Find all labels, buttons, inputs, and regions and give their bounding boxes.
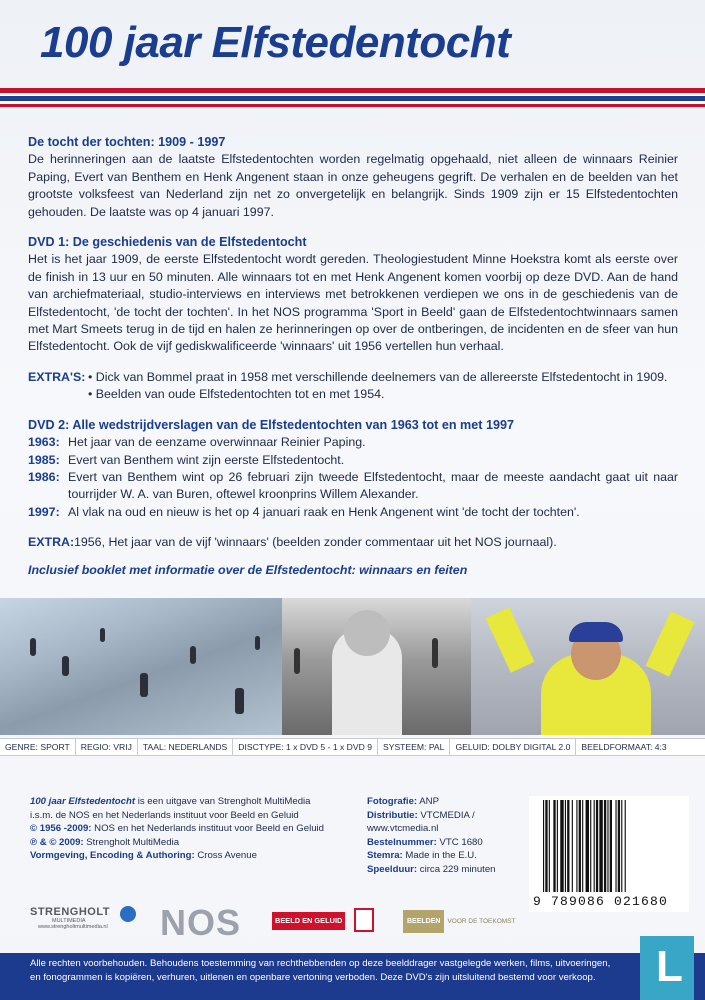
dvd1-extras: [28, 369, 678, 404]
photo-strip: [0, 598, 705, 735]
credit-text: VTCMEDIA / www.vtcmedia.nl: [367, 809, 475, 835]
rating-letter: L: [656, 942, 683, 991]
year-row: [28, 469, 678, 504]
strengholt-logo: [30, 906, 140, 946]
strengholt-url: www.strengholtmultimedia.nl: [38, 924, 108, 930]
page-title: 100 jaar Elfstedentocht: [40, 18, 511, 67]
barcode: [529, 796, 689, 912]
barcode-bar: [565, 800, 566, 892]
credit-text: Strengholt MultiMedia: [83, 836, 180, 848]
barcode-bar: [545, 800, 547, 892]
skater-silhouette: [30, 638, 36, 656]
dvd2-section: [28, 417, 678, 521]
barcode-bar: [604, 800, 606, 892]
spec-region: REGIO: VRIJ: [76, 739, 138, 755]
skater-head: [344, 610, 390, 656]
dvd1-heading: DVD 1: De geschiedenis van de Elfstedentocht: [28, 235, 307, 250]
barcode-bar: [553, 800, 555, 892]
year-text: Al vlak na oud en nieuw is het op 4 januari raak en Henk Angenent wint 'de tocht der tochten'.: [68, 504, 580, 519]
nos-logo: NOS: [160, 902, 242, 943]
credit-line: [30, 822, 350, 836]
barcode-bar: [572, 800, 573, 892]
dvd1-section: [28, 234, 678, 356]
globe-icon: [120, 906, 136, 922]
year-label: 1985:: [28, 452, 60, 467]
skater-silhouette: [62, 656, 69, 676]
spec-bar: [0, 738, 705, 756]
credit-label: ℗ & © 2009:: [30, 836, 84, 848]
barcode-bar: [543, 800, 544, 892]
barcode-bar: [596, 800, 598, 892]
photo-skater-bw: [282, 598, 471, 735]
spec-genre: GENRE: SPORT: [0, 739, 76, 755]
dvd1-text: Het is het jaar 1909, de eerste Elfstedentocht wordt gereden. Theologiestudent Minne Hoekstra komt als eerste over de finish in 13 uur en 50 minuten. Alle winnaars tot en met Henk Angenent komen voorbij op deze DVD. Aan de hand van archiefmateriaal, studio-interviews en interviews met betrokkenen verdiepen we ons in de geschiedenis van de Elfstedentocht, 'de tocht der tochten'. In het NOS programma 'Sport in Beeld' gaan de Elfstedentochtwinnaars samen met Mart Smeets terug in de tijd en halen ze herinneringen op over de ontberingen, de incidenten en de sfeer van hun Elfstedentocht. Ook de vijf gediskwalificeerde 'winnaars' uit 1956 vertellen hun verhaal.: [28, 252, 678, 354]
barcode-bar: [615, 800, 616, 892]
credit-label: Vormgeving, Encoding & Authoring:: [30, 850, 195, 862]
credit-line: [367, 836, 537, 850]
barcode-bar: [560, 800, 563, 892]
credit-text: VTC 1680: [439, 836, 483, 848]
beelden-voor-de-toekomst-logo: [403, 908, 519, 934]
credit-label: Distributie:: [367, 809, 418, 821]
flag-stripe-red-2: [0, 104, 705, 107]
spec-audio: GELUID: DOLBY DIGITAL 2.0: [450, 739, 576, 755]
credit-line: [30, 795, 350, 809]
barcode-number: 9 789086 021680: [533, 894, 669, 909]
skater-silhouette: [432, 638, 438, 668]
extras-list: [88, 369, 667, 404]
booklet-note: Inclusief booklet met informatie over de Elfstedentocht: winnaars en feiten: [28, 562, 468, 577]
credit-text: Cross Avenue: [194, 850, 257, 862]
credit-line: [30, 836, 350, 850]
spec-disctype: DISCTYPE: 1 x DVD 5 - 1 x DVD 9: [233, 739, 378, 755]
rating-badge: [640, 936, 694, 1000]
beelden-text: BEELDEN: [403, 910, 444, 933]
barcode-bar: [618, 800, 620, 892]
year-row: [28, 504, 678, 521]
credit-label: Fotografie:: [367, 796, 418, 807]
year-label: 1997:: [28, 504, 60, 519]
copyright-text: Alle rechten voorbehouden. Behoudens toestemming van rechthebbenden op deze beelddrager vastgelegde werken, films, uitvoeringen, en fonogrammen is kopiëren, verhuren, uitlenen en openbare vertoning verboden. Deze DVD's zijn uitsluitend bestemd voor verkoop.: [30, 958, 611, 983]
raised-arm: [486, 607, 535, 672]
barcode-bar: [567, 800, 569, 892]
barcode-bar: [594, 800, 595, 892]
barcode-bar: [586, 800, 589, 892]
extra-label: EXTRA:: [28, 535, 75, 550]
skater-silhouette: [255, 636, 260, 650]
credit-line: [367, 849, 537, 863]
photo-skaters-field: [0, 598, 282, 735]
photo-winner-cheering: [471, 598, 705, 735]
credit-label: Speelduur:: [367, 863, 418, 875]
year-label: 1963:: [28, 435, 60, 450]
barcode-bar: [590, 800, 591, 892]
year-text: Het jaar van de eenzame overwinnaar Reinier Paping.: [68, 435, 366, 450]
skater-silhouette: [100, 628, 105, 642]
raised-arm: [646, 611, 695, 676]
copyright-footer: [0, 953, 705, 1000]
skater-silhouette: [140, 673, 148, 697]
barcode-bar: [625, 800, 626, 892]
credits-right: [367, 795, 537, 877]
beeld-en-geluid-logo: [272, 908, 376, 934]
extras-item: • Beelden van oude Elfstedentochten tot en met 1954.: [88, 386, 667, 403]
year-text: Evert van Benthem wint zijn eerste Elfstedentocht.: [68, 452, 345, 467]
cap: [569, 622, 623, 642]
spec-aspect: BEELDFORMAAT: 4:3: [581, 742, 667, 752]
dvd2-heading: DVD 2: Alle wedstrijdverslagen van de Elfstedentochten van 1963 tot en met 1997: [28, 417, 514, 432]
credit-label: Stemra:: [367, 850, 403, 862]
barcode-bars: [541, 800, 681, 892]
credit-text: ANP: [419, 796, 439, 807]
year-label: 1986:: [28, 469, 60, 484]
barcode-bar: [610, 800, 612, 892]
beelden-sub: VOOR DE TOEKOMST: [447, 917, 516, 925]
year-row: [28, 434, 678, 451]
barcode-bar: [557, 800, 558, 892]
intro-heading: De tocht der tochten: 1909 - 1997: [28, 135, 226, 149]
skater-silhouette: [294, 648, 300, 674]
year-row: [28, 452, 678, 469]
intro-text: De herinneringen aan de laatste Elfstedentochten worden regelmatig opgehaald, niet alleen de winnaars Reinier Paping, Evert van Benthem en Henk Angenent staan in onze geheugens gegrift. De verhalen en de beelden van het grootste volksfeest van Nederland zijn net zo onvergetelijk en belangrijk. Sinds 1909 zijn er 15 Elfstedentochten gehouden. De laatste was op 4 januari 1997.: [28, 152, 678, 219]
frame-icon: [354, 908, 374, 932]
credit-text: Made in the E.U.: [405, 850, 477, 862]
credit-label: © 1956 -2009:: [30, 823, 92, 835]
barcode-bar: [607, 800, 608, 892]
spec-system: SYSTEEM: PAL: [378, 739, 450, 755]
credit-line: [367, 809, 537, 836]
credit-line: [30, 849, 350, 863]
barcode-bar: [579, 800, 581, 892]
logo-row: [0, 896, 705, 950]
strengholt-sub: MULTIMEDIA: [52, 918, 86, 924]
dvd2-extra: [28, 534, 678, 551]
barcode-bar: [576, 800, 577, 892]
extras-item: • Dick van Bommel praat in 1958 met verschillende deelnemers van de allereerste Elfstedentocht in 1909.: [88, 369, 667, 386]
skater-silhouette: [235, 688, 244, 714]
spec-language: TAAL: NEDERLANDS: [138, 739, 233, 755]
barcode-bar: [599, 800, 602, 892]
year-text: Evert van Benthem wint op 26 februari zijn tweede Elfstedentocht, maar de meeste aandacht gaat uit naar tourrijder W. A. van Buren, oftewel kroonprins Willem Alexander.: [68, 469, 678, 502]
barcode-bar: [549, 800, 550, 892]
beeld-text: BEELD EN GELUID: [272, 912, 345, 930]
skater-silhouette: [190, 646, 196, 664]
credit-line: i.s.m. de NOS en het Nederlands instituut voor Beeld en Geluid: [30, 809, 299, 821]
credits-left: [30, 795, 350, 863]
description: [28, 134, 678, 579]
strengholt-name: STRENGHOLT: [30, 906, 110, 918]
barcode-bar: [621, 800, 622, 892]
credit-line: [367, 863, 537, 877]
extras-label: EXTRA'S:: [28, 369, 86, 384]
credit-line: [367, 795, 537, 809]
intro-section: [28, 134, 678, 221]
credit-text: NOS en het Nederlands instituut voor Beeld en Geluid: [91, 823, 325, 835]
credit-text: circa 229 minuten: [419, 863, 496, 875]
credit-title: 100 jaar Elfstedentocht: [30, 796, 136, 807]
extra-text: 1956, Het jaar van de vijf 'winnaars' (beelden zonder commentaar uit het NOS journaal).: [74, 535, 557, 550]
credit-label: Bestelnummer:: [367, 836, 437, 848]
credit-text: is een uitgave van Strengholt MultiMedia: [135, 796, 311, 807]
barcode-bar: [582, 800, 583, 892]
